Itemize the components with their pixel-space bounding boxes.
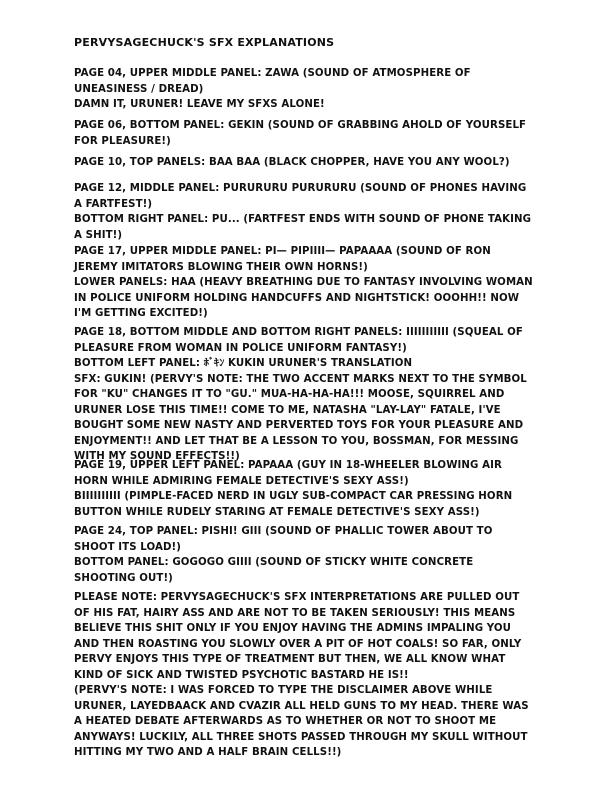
text-line: PAGE 19, UPPER LEFT PANEL: PAPAAA (GUY IN 18-WHEELER BLOWING AIR HORN WHILE ADMIRING FEMALE DETECTIVE'S SEXY ASS!)	[74, 460, 502, 487]
paragraph-page-06	[74, 118, 534, 149]
paragraph-page-18	[74, 325, 534, 465]
text-line: BIIIIIIIIII (PIMPLE-FACED NERD IN UGLY SUB-COMPACT CAR PRESSING HORN BUTTON WHILE RUDELY STARING AT FEMALE DETECTIVE'S SEXY ASS!)	[74, 491, 513, 518]
paragraph-page-19	[74, 458, 534, 520]
text-line: PAGE 24, TOP PANEL: PISHI! GIII (SOUND OF PHALLIC TOWER ABOUT TO SHOOT ITS LOAD!)	[74, 526, 493, 553]
text-line: DAMN IT, URUNER! LEAVE MY SFXS ALONE!	[74, 99, 325, 110]
text-line: PLEASE NOTE: PERVYSAGECHUCK'S SFX INTERPRETATIONS ARE PULLED OUT OF HIS FAT, HAIRY ASS AND ARE NOT TO BE TAKEN SERIOUSLY! THIS MEANS BELIEVE THIS SHIT ONLY IF YOU ENJOY HAVING THE ADMINS IMPALING YOU AND THEN ROASTING YOU SLOWLY OVER A PIT OF HOT COALS! SO FAR, ONLY PERVY ENJOYS THIS TYPE OF TREATMENT BUT THEN, WE ALL KNOW WHAT KIND OF SICK AND TWISTED PSYCHOTIC BASTARD HE IS!!	[74, 592, 522, 681]
text-line: PAGE 17, UPPER MIDDLE PANEL: PI— PIPIIII— PAPAAAA (SOUND OF RON JEREMY IMITATORS BLOWING THEIR OWN HORNS!)	[74, 246, 491, 273]
paragraph-pervys-note	[74, 683, 534, 761]
text-line: BOTTOM PANEL: GOGOGO GIIII (SOUND OF STICKY WHITE CONCRETE SHOOTING OUT!)	[74, 557, 474, 584]
paragraph-page-12	[74, 181, 534, 243]
text-line: PAGE 12, MIDDLE PANEL: PURURURU PURURURU (SOUND OF PHONES HAVING A FARTFEST!)	[74, 183, 527, 210]
paragraph-page-04	[74, 66, 534, 113]
text-line: PAGE 04, UPPER MIDDLE PANEL: ZAWA (SOUND OF ATMOSPHERE OF UNEASINESS / DREAD)	[74, 68, 471, 95]
text-line: PAGE 10, TOP PANELS: BAA BAA (BLACK CHOPPER, HAVE YOU ANY WOOL?)	[74, 157, 510, 168]
paragraph-page-10	[74, 155, 534, 171]
text-line: PAGE 18, BOTTOM MIDDLE AND BOTTOM RIGHT PANELS: IIIIIIIIIII (SQUEAL OF PLEASURE FROM WOMAN IN POLICE UNIFORM FANTASY!)	[74, 327, 523, 354]
page-title: PERVYSAGECHUCK'S SFX EXPLANATIONS	[74, 36, 335, 49]
text-line: BOTTOM RIGHT PANEL: PU... (FARTFEST ENDS WITH SOUND OF PHONE TAKING A SHIT!)	[74, 214, 532, 241]
text-line: LOWER PANELS: HAA (HEAVY BREATHING DUE TO FANTASY INVOLVING WOMAN IN POLICE UNIFORM HOLDING HANDCUFFS AND NIGHTSTICK! OOOHH!! NOW I'M GETTING EXCITED!)	[74, 277, 533, 319]
text-line: SFX: GUKIN! (PERVY'S NOTE: THE TWO ACCENT MARKS NEXT TO THE SYMBOL FOR "KU" CHANGES IT TO "GU." MUA-HA-HA-HA!!! MOOSE, SQUIRREL AND URUNER LOSE THIS TIME!! COME TO ME, NATASHA "LAY-LAY" FATALE, I'VE BOUGHT SOME NEW NASTY AND PERVERTED TOYS FOR YOUR PLEASURE AND ENJOYMENT!! AND LET THAT BE A LESSON TO YOU, BOSSMAN, FOR MESSING WITH MY SOUND EFFECTS!!)	[74, 373, 527, 462]
text-line: (PERVY'S NOTE: I WAS FORCED TO TYPE THE DISCLAIMER ABOVE WHILE URUNER, LAYEDBAACK AND CVAZIR ALL HELD GUNS TO MY HEAD. THERE WAS A HEATED DEBATE AFTERWARDS AS TO WHETHER OR NOT TO SHOOT ME ANYWAYS! LUCKILY, ALL THREE SHOTS PASSED THROUGH MY SKULL WITHOUT HITTING MY TWO AND A HALF BRAIN CELLS!!)	[74, 685, 529, 758]
text-line: BOTTOM LEFT PANEL: ﾎﾞｷﾝ KUKIN URUNER'S TRANSLATION	[74, 358, 413, 369]
paragraph-please-note	[74, 590, 534, 683]
paragraph-page-17	[74, 244, 534, 322]
paragraph-page-24	[74, 524, 534, 586]
text-line: PAGE 06, BOTTOM PANEL: GEKIN (SOUND OF GRABBING AHOLD OF YOURSELF FOR PLEASURE!)	[74, 120, 527, 147]
